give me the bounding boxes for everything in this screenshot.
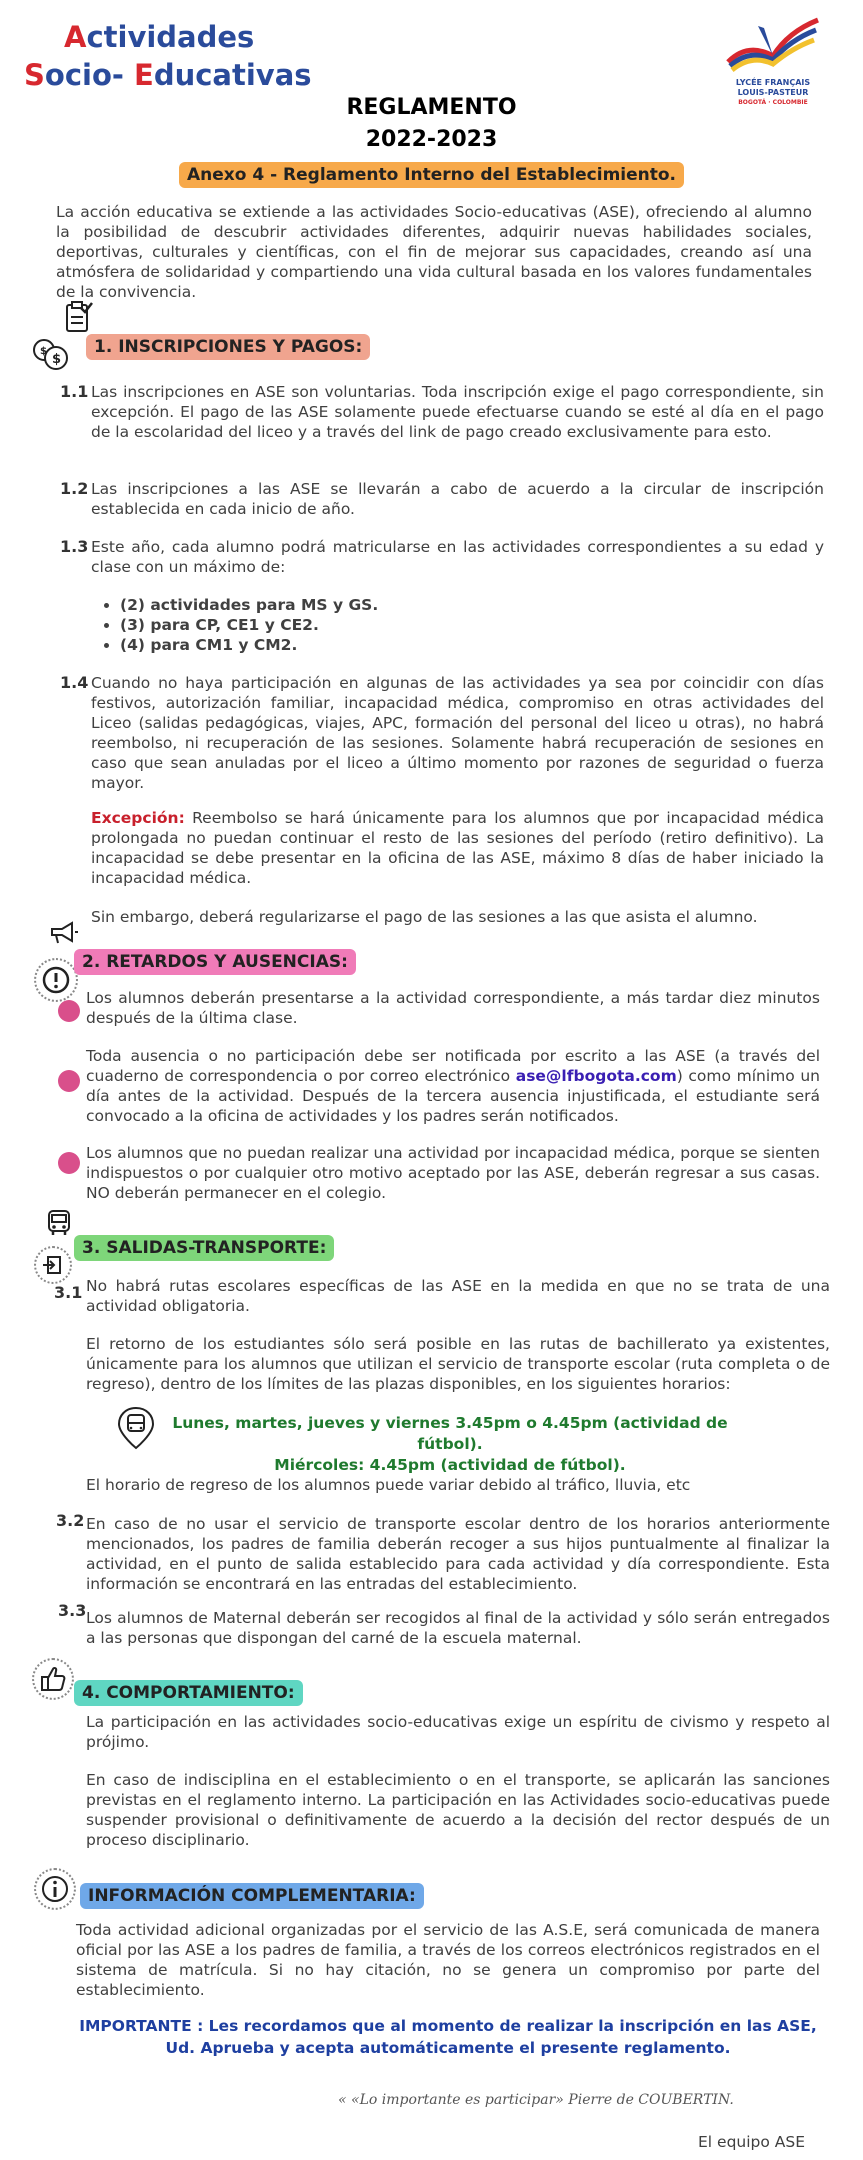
exception-paragraph: Excepción: Reembolso se hará únicamente para los alumnos que por incapacidad médica prolongada no puedan continuar el resto de las sesiones del período (retiro definitivo). La incapacidad se debe presentar en la oficina de las ASE, máximo 8 días de haber iniciado la incapacidad médica. <box>91 809 824 887</box>
exit-icon <box>34 1246 72 1284</box>
item-1-3: Este año, cada alumno podrá matricularse en las actividades correspondientes a su edad y clase con un máximo de: <box>91 538 824 576</box>
exception-label: Excepción: <box>91 809 185 827</box>
item-1-2: Las inscripciones a las ASE se llevarán a cabo de acuerdo a la circular de inscripción establecida en cada inicio de año. <box>91 480 824 518</box>
traffic-note: El horario de regreso de los alumnos puede variar debido al tráfico, lluvia, etc <box>86 1476 691 1494</box>
important-notice: IMPORTANTE : Les recordamos que al momento de realizar la inscripción en las ASE, Ud. Aprueba y acepta automáticamente el presente reglamento. <box>79 2017 817 2057</box>
item-number: 1.3 <box>60 537 89 556</box>
section-3-heading: 3. SALIDAS-TRANSPORTE: <box>74 1235 334 1261</box>
list-item: • (3) para CP, CE1 y CE2. <box>120 615 598 635</box>
list-item: • (2) actividades para MS y GS. <box>120 595 598 615</box>
annex-banner: Anexo 4 - Reglamento Interno del Establecimiento. <box>0 162 863 188</box>
activity-limits-list <box>98 595 598 655</box>
item-1-1: Las inscripciones en ASE son voluntarias. Toda inscripción exige el pago correspondiente, sin excepción. El pago de las ASE solamente puede efectuarse cuando se esté al día en el pago de la escolaridad del liceo y a través del link de pago creado exclusivamente para esto. <box>91 383 824 441</box>
pink-bullet <box>58 1070 80 1092</box>
page-title: REGLAMENTO 2022-2023 <box>346 95 517 152</box>
schedule-line: Miércoles: 4.45pm (actividad de fútbol). <box>274 1456 626 1474</box>
item-number: 1.4 <box>60 673 89 692</box>
svg-text:$: $ <box>52 352 62 367</box>
schedule-line: Lunes, martes, jueves y viernes 3.45pm o 4.45pm (actividad de fútbol). <box>172 1414 728 1453</box>
medical-paragraph: Los alumnos que no puedan realizar una actividad por incapacidad médica, porque se sienten indispuestos o por cualquier otro motivo aceptado por las ASE, deberán regresar a sus casas. NO deberán permanecer en el colegio. <box>86 1144 820 1202</box>
info-icon <box>34 1868 76 1910</box>
return-routes-paragraph: El retorno de los estudiantes sólo será posible en las rutas de bachillerato ya existentes, únicamente para los alumnos que utilizan el servicio de transporte escolar (ruta completa o de regreso), dentro de los límites de las plazas disponibles, en los siguientes horarios: <box>86 1335 830 1393</box>
section-1-heading: 1. INSCRIPCIONES Y PAGOS: <box>86 334 370 360</box>
item-3-1: No habrá rutas escolares específicas de las ASE en la medida en que no se trata de una actividad obligatoria. <box>86 1277 830 1315</box>
intro-paragraph: La acción educativa se extiende a las actividades Socio-educativas (ASE), ofreciendo al alumno la posibilidad de descubrir actividades diferentes, adquirir nuevas habilidades sociales, deportivas, culturales y científicas, con el fin de mejorar sus capacidades, creando así una atmósfera de solidaridad y compartiendo una vida cultural basada en los valores fundamentales de la convivencia. <box>56 203 812 301</box>
item-number: 3.2 <box>56 1511 85 1530</box>
megaphone-icon <box>48 920 78 950</box>
absence-paragraph: Toda ausencia o no participación debe ser notificada por escrito a las ASE (a través del cuaderno de correspondencia o por correo electrónico ase@lfbogota.com) como mínimo un día antes de la actividad. Después de la tercera ausencia injustificada, el estudiante será convocado a la oficina de actividades y los padres serán notificados. <box>86 1047 820 1125</box>
book-logo-icon <box>718 12 828 74</box>
bus-icon <box>44 1208 74 1242</box>
pink-bullet <box>58 1000 80 1022</box>
complementary-info-paragraph: Toda actividad adicional organizadas por el servicio de las A.S.E, será comunicada de manera oficial por las ASE a los padres de familia, a través de los correos electrónicos registrados en el sistema de matrícula. Si no hay citación, no se genera un compromiso por parte del establecimiento. <box>76 1921 820 1999</box>
warning-icon <box>34 958 78 1002</box>
item-number: 3.3 <box>58 1601 87 1620</box>
item-number: 3.1 <box>54 1283 83 1302</box>
civism-paragraph: La participación en las actividades socio-educativas exige un espíritu de civismo y respeto al prójimo. <box>86 1713 830 1751</box>
brand-line-2: Socio- Educativas <box>24 58 312 92</box>
item-number: 1.2 <box>60 479 89 498</box>
logo-text: LYCÉE FRANÇAIS LOUIS-PASTEUR BOGOTÁ · COLOMBIE <box>735 78 811 106</box>
thumbs-up-icon <box>32 1658 74 1700</box>
svg-text:$: $ <box>40 346 47 357</box>
payment-note: Sin embargo, deberá regularizarse el pago de las sesiones a las que asista el alumno. <box>91 908 758 926</box>
coins-icon <box>32 336 72 376</box>
pink-bullet <box>58 1152 80 1174</box>
coubertin-quote: « «Lo importante es participar» Pierre de COUBERTIN. <box>338 2092 734 2108</box>
signature: El equipo ASE <box>698 2133 806 2151</box>
brand-title <box>24 18 312 94</box>
section-5-heading: INFORMACIÓN COMPLEMENTARIA: <box>80 1883 424 1909</box>
brand-line-1: Actividades <box>64 20 255 54</box>
discipline-paragraph: En caso de indisciplina en el establecimiento o en el transporte, se aplicarán las sanciones previstas en el reglamento interno. La participación en las Actividades socio-educativas puede suspender provisional o definitivamente de acuerdo a la decisión del rector después de un proceso disciplinario. <box>86 1771 830 1849</box>
clipboard-icon <box>62 300 94 338</box>
item-3-3: Los alumnos de Maternal deberán ser recogidos al final de la actividad y sólo serán entregados a las personas que dispongan del carné de la escuela maternal. <box>86 1609 830 1647</box>
section-4-heading: 4. COMPORTAMIENTO: <box>74 1680 303 1706</box>
item-3-2: En caso de no usar el servicio de transporte escolar dentro de los horarios anteriormente mencionados, los padres de familia deberán recoger a sus hijos puntualmente al finalizar la actividad, en el punto de salida establecido para cada actividad y día correspondiente. Esta información se encontrará en las entradas del establecimiento. <box>86 1515 830 1593</box>
item-number: 1.1 <box>60 382 89 401</box>
item-1-4: Cuando no haya participación en algunas de las actividades ya sea por coincidir con días festivos, autorización familiar, incapacidad médica, compromiso en otras actividades del Liceo (salidas pedagógicas, viajes, APC, formación del personal del liceo u otras), no habrá reembolso, ni recuperación de las sesiones. Solamente habrá recuperación de sesiones en caso que sean anuladas por el liceo a último momento por razones de seguridad o fuerza mayor. <box>91 674 824 792</box>
list-item: • (4) para CM1 y CM2. <box>120 635 598 655</box>
schedule-block <box>150 1413 750 1476</box>
email-link[interactable]: ase@lfbogota.com <box>515 1067 677 1085</box>
lateness-paragraph: Los alumnos deberán presentarse a la actividad correspondiente, a más tardar diez minutos después de la última clase. <box>86 989 820 1027</box>
section-2-heading: 2. RETARDOS Y AUSENCIAS: <box>74 949 356 975</box>
